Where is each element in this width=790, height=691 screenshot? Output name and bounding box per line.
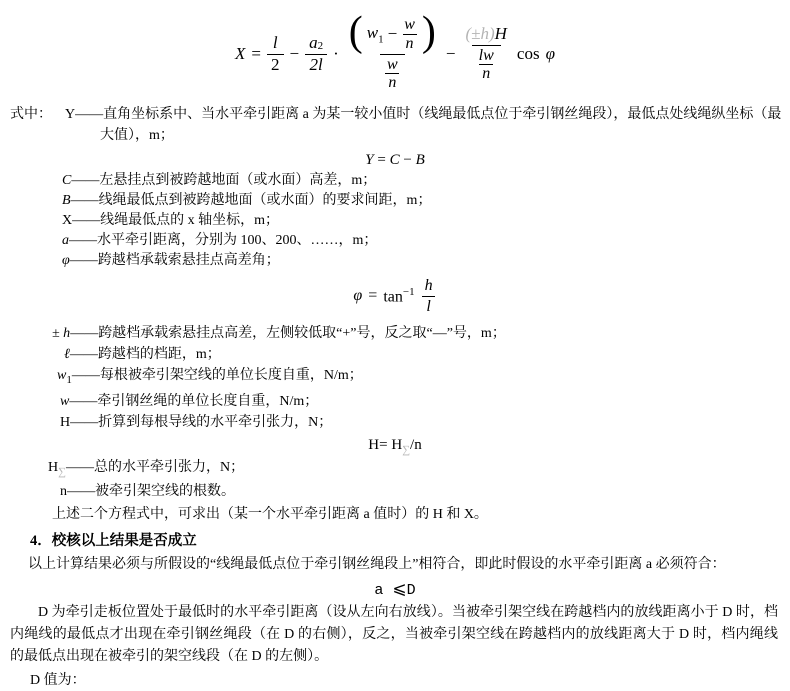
formula-phi: φ = $\tan^{-1}$ $\frac{h}{l}$ (0, 273, 790, 319)
definition-B: B——线绳最低点到被跨越地面（或水面）的要求间距，m； (62, 193, 432, 208)
definition-ell: ℓ——跨越档的档距，m； (64, 347, 221, 362)
dot-operator: · (333, 43, 339, 63)
plus-minus-h-term: (±h) (465, 24, 495, 44)
section-4-heading: 4．校核以上结果是否成立 (30, 532, 197, 549)
fraction-big-middle: ( $w_1$ − $\frac{w}{n}$ ) $\frac{w}{n}$ (348, 9, 436, 92)
sum-subscript: ∑ (402, 443, 411, 456)
definition-C: C——左悬挂点到被跨越地面（或水面）高差，m； (62, 173, 377, 188)
formula-h: $H= H_\sum/n$ (368, 436, 422, 456)
definition-n: n——被牵引架空线的根数。 (60, 483, 235, 499)
fraction-ph-H-over-lwn: (±h) H $\frac{lw}{n}$ (465, 24, 507, 83)
minus-sign: − (445, 43, 456, 63)
formula-y: Y = C − B (365, 152, 425, 168)
var-Y: Y (65, 107, 76, 122)
where-text-1: 直角坐标系中、当水平牵引距离 a 为某一较小值时（线绳最低点位于牵引钢丝绳段），最低点处线绳纵坐标（最 (103, 107, 782, 122)
cos-function: cos (516, 43, 540, 63)
minus-sign: − (387, 24, 398, 44)
less-equal-sign: ⩽ (392, 578, 407, 598)
equals-sign: = (251, 43, 261, 63)
fraction-l-over-2: $\frac{l}{2}$ (267, 34, 284, 74)
where-clause-line1 (10, 104, 790, 125)
sum-subscript: ∑ (58, 465, 66, 478)
formula-x (0, 0, 790, 100)
paragraph-d-explanation: D 为牵引走板位置处于最低时的水平牵引距离（设从左向右放线）。当被牵引架空线在跨越档内的放线距离小于 D 时，档内绳线的最低点才出现在牵引钢丝绳段（在 D 的右侧），反之，当被牵引架空线在跨越档内的放线距离大于 D 时，档内绳线的最低点出现在被牵引的架空线段（在 D 的左侧）。 (10, 604, 778, 664)
definition-phi: φ——跨越档承载索悬挂点高差角； (62, 253, 280, 268)
fraction-h-over-l: $\frac{h}{l}$ (421, 277, 437, 315)
paragraph-check: 以上计算结果必须与所假设的“线绳最低点位于牵引钢丝绳段上”相符合，即此时假设的水平牵引距离 a 必须符合： (28, 556, 726, 572)
definitions-group-2 (0, 323, 790, 433)
formula-a-le-d: a ⩽D (374, 578, 416, 599)
definition-H: H——折算到每根导线的水平牵引张力，N； (60, 414, 333, 430)
fraction-w-over-n: $\frac{w}{n}$ (386, 55, 398, 92)
definition-w1: $w_1——$每根被牵引架空线的单位长度自重，N/m； (57, 368, 363, 386)
phi-symbol: φ (545, 43, 555, 63)
paragraph-d-value: D 值为： (30, 672, 86, 688)
where-label: 式中： (10, 107, 52, 122)
paragraph-solve: 上述二个方程式中，可求出（某一个水平牵引距离 a 值时）的 H 和 X。 (52, 506, 488, 522)
definition-pm-h: ± h——跨越档承载索悬挂点高差，左侧较低取“+”号，反之取“—”号，m； (52, 326, 506, 341)
where-clause-line2: 大值），m； (100, 128, 174, 143)
definitions-group-3 (0, 458, 790, 502)
definition-w: w——牵引钢丝绳的单位长度自重，N/m； (60, 393, 319, 409)
em-dash: —— (75, 107, 104, 122)
definitions-group-1 (0, 171, 790, 271)
minus-sign: − (289, 43, 300, 63)
fraction-lw-over-n: $\frac{lw}{n}$ (478, 46, 494, 83)
formula-x-lhs: X (235, 43, 246, 63)
fraction-a2-over-2l: a 2 2l (305, 34, 327, 74)
definition-a: a——水平牵引距离，分别为 100、200、……，m； (62, 233, 378, 248)
definition-H-sum: $H_\sum——$总的水平牵引张力，N； (48, 459, 245, 478)
definition-X: X——线绳最低点的 x 轴坐标，m； (62, 213, 280, 228)
fraction-w-over-n: $\frac{w}{n}$ (404, 16, 415, 52)
